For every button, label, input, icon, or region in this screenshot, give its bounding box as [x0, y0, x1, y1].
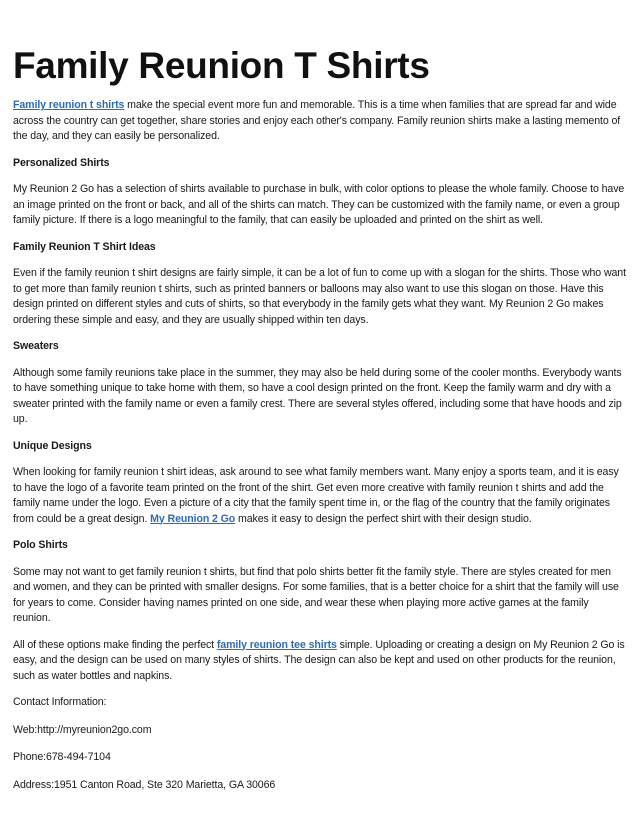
contact-phone: Phone:678-494-7104 — [13, 751, 111, 763]
section-body-sweaters: Although some family reunions take place in the summer, they may also be held during some of the cooler months. Everybody wants to have something unique to take home with them, so have a cool design printed on the front. Keep the family warm and dry with a sweater printed with the family name or even a family crest. There are several styles offered, including some that have hoods and zip up. — [13, 366, 622, 425]
intro-text: make the special event more fun and memorable. This is a time when families that are spread far and wide across the country can get together, share stories and enjoy each other's company. Family reunion shirts make a lasting memento of the day, and they can easily be personalized. — [13, 99, 621, 142]
intro-paragraph — [13, 98, 626, 145]
closing-text-after: simple. Uploading or creating a design on My Reunion 2 Go is easy, and the design can be used on many styles of shirts. The design can also be kept and used on other products for the reunion, such as water bottles and napkins. — [13, 638, 625, 682]
unique-designs-text-before: When looking for family reunion t shirt ideas, ask around to see what family members want. Many enjoy a sports team, and it is easy to have the logo of a favorite team printed on the front of the shirt. Get even more creative with family reunion t shirts and add the family name under the logo. Even a picture of a city that the family spent time in, or the flag of the country that the family originates from could be a great design. — [13, 466, 619, 525]
section-heading-unique-designs: Unique Designs — [13, 439, 92, 452]
section-heading-personalized-shirts: Personalized Shirts — [13, 156, 110, 169]
unique-designs-text-after: makes it easy to design the perfect shirt with their design studio. — [235, 512, 532, 525]
section-heading-polo-shirts: Polo Shirts — [13, 539, 68, 551]
section-body-polo-shirts: Some may not want to get family reunion t shirts, but find that polo shirts better fit the family style. There are styles created for men and women, and they can be printed with smaller designs. For some families, that is a better choice for a shirt that the family will use for years to come. Consider having names printed on one side, and wear these when playing more active games at the family reunion. — [13, 565, 619, 624]
contact-address: Address:1951 Canton Road, Ste 320 Marietta, GA 30066 — [13, 778, 276, 791]
closing-paragraph — [13, 638, 626, 685]
family-reunion-tee-shirts-link[interactable]: family reunion tee shirts — [216, 638, 337, 651]
section-heading-sweaters: Sweaters — [13, 340, 59, 352]
document-page — [13, 44, 626, 805]
page-title: Family Reunion T Shirts — [13, 45, 430, 86]
section-body-shirt-ideas: Even if the family reunion t shirt designs are fairly simple, it can be a lot of fun to come up with a slogan for the shirts. Those who want to get more than family reunion t shirts, such as printed banners or balloons may also want to use this slogan on those. Have this design printed on different styles and cuts of shirts, so that everybody in the family gets what they want. My Reunion 2 Go makes ordering these simple and easy, and they are usually shipped within ten days. — [13, 267, 626, 326]
section-body-unique-designs — [13, 465, 626, 527]
section-body-personalized-shirts: My Reunion 2 Go has a selection of shirts available to purchase in bulk, with color options to please the whole family. Choose to have an image printed on the front or back, and all of the shirts can match. They can be customized with the family name, or even a group family picture. If there is a logo meaningful to the family, that can easily be uploaded and printed on the shirt as well. — [13, 183, 625, 226]
contact-web: Web:http://myreunion2go.com — [13, 723, 152, 736]
contact-block — [13, 695, 626, 793]
section-heading-shirt-ideas: Family Reunion T Shirt Ideas — [13, 240, 156, 253]
intro-link[interactable]: Family reunion t shirts — [13, 99, 125, 111]
my-reunion-2-go-link[interactable]: My Reunion 2 Go — [150, 512, 236, 525]
contact-label: Contact Information: — [13, 696, 107, 708]
closing-text-before: All of these options make finding the perfect — [13, 638, 217, 651]
